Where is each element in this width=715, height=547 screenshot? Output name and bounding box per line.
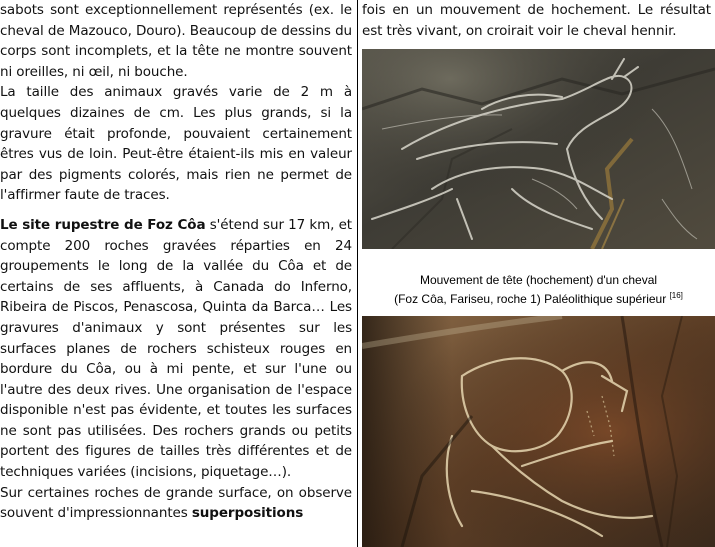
rock-engraving-photo-top <box>362 49 715 249</box>
foz-coa-heading: Le site rupestre de Foz Côa <box>0 216 206 233</box>
caption-line-2: (Foz Côa, Fariseu, roche 1) Paléolithique supérieur <box>394 292 667 306</box>
rock-engraving-photo-bottom <box>362 316 715 547</box>
figure-caption <box>362 272 715 307</box>
paragraph-size: La taille des animaux gravés varie de 2 m à quelques dizaines de cm. Les plus grands, si la gravure était profonde, pouvaient certainement êtres vus de loin. Peut-être étaient-ils mis en valeur par des pigments colorés, mais rien ne permet de l'affirmer faute de traces. <box>0 84 352 204</box>
column-divider <box>357 0 358 547</box>
caption-line-1: Mouvement de tête (hochement) d'un cheval <box>419 273 658 287</box>
paragraph-superpositions <box>0 483 352 524</box>
superpositions-text: Sur certaines roches de grande surface, on observe souvent d'impressionnantes <box>0 484 352 522</box>
superpositions-term: superpositions <box>191 505 304 522</box>
right-column <box>362 0 715 547</box>
horse-head-engraving-image <box>362 49 715 249</box>
paragraph-gap <box>0 206 352 215</box>
paragraph-foz-coa <box>0 215 352 483</box>
caption-reference: [16] <box>669 291 683 300</box>
paragraph-nodding: fois en un mouvement de hochement. Le résultat est très vivant, on croirait voir le cheval hennir. <box>362 2 711 39</box>
paragraph-hooves: sabots sont exceptionnellement représentés (ex. le cheval de Mazouco, Douro). Beaucoup de dessins du corps sont incomplets, et la tête ne montre souvent ni oreilles, ni œil, ni bouche. <box>0 2 352 80</box>
caption-line-2-wrap <box>362 288 715 307</box>
left-text-column <box>0 0 352 547</box>
horse-engraving-image <box>362 316 715 547</box>
foz-coa-text: s'étend sur 17 km, et compte 200 roches gravées réparties en 24 groupements le long de la vallée du Côa et de certains de ses affluents, à Canada do Inferno, Ribeira de Piscos, Penascosa, Quinta da Barca… Les gravures d'animaux y sont présentes sur les surfaces planes de rochers schisteux rouges en bordure du Côa, ou à mi pente, et sur l'une ou l'autre des deux rives. Une organisation de l'espace disponible n'est pas évidente, et toutes les surfaces ne sont pas utilisées. Des rochers grands ou petits portent des figures de tailles très différentes et de techniques variées (incisions, piquetage…). <box>0 216 352 481</box>
